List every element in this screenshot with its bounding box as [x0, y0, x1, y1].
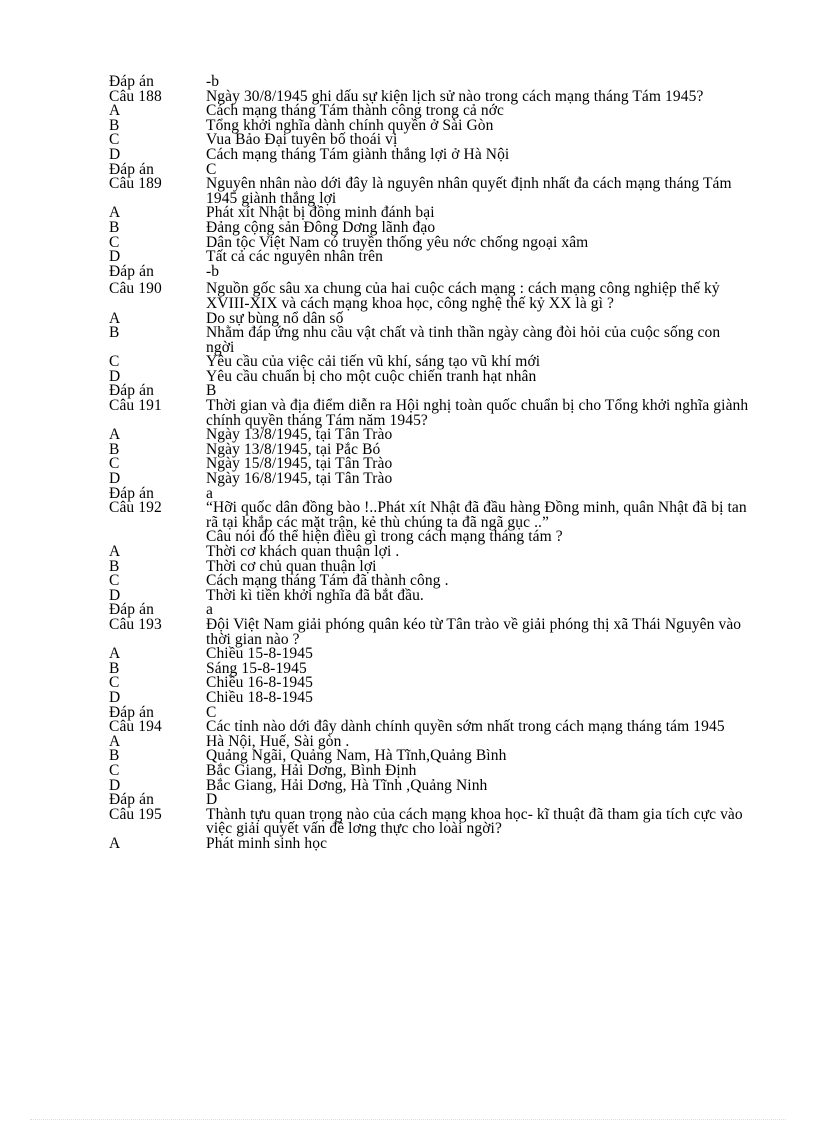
document-row — [109, 177, 749, 206]
document-row — [109, 676, 749, 691]
row-label: A — [109, 426, 121, 444]
row-text: Thời cơ chủ quan thuận lợi — [206, 557, 377, 575]
row-label: Câu 195 — [109, 805, 162, 823]
row-label: Đáp án — [109, 601, 154, 619]
row-label: B — [109, 440, 120, 458]
row-label: Câu 194 — [109, 718, 162, 736]
row-label: C — [109, 131, 120, 149]
row-label: Câu 191 — [109, 397, 162, 415]
document-row — [109, 250, 749, 265]
document-row — [109, 145, 749, 163]
row-text: Phát minh sinh học — [206, 834, 328, 852]
row-label: A — [109, 102, 121, 120]
document-row — [109, 116, 749, 134]
row-text: Thời kì tiền khởi nghĩa đã bắt đầu. — [206, 586, 424, 604]
document-row — [109, 834, 749, 852]
row-label: C — [109, 572, 120, 590]
document-row — [109, 457, 749, 472]
row-label: Câu 192 — [109, 499, 162, 517]
row-label: A — [109, 204, 121, 222]
row-text: Yêu cầu chuẩn bị cho một cuộc chiến tranh hạt nhân — [206, 367, 537, 385]
document-row — [109, 440, 749, 458]
row-label: C — [109, 761, 120, 779]
document-row — [109, 776, 749, 794]
row-text: Bắc Giang, Hải Dơng, Hà Tĩnh ,Quảng Ninh — [206, 776, 488, 794]
row-label: A — [109, 543, 121, 560]
row-label: B — [109, 659, 120, 677]
row-text: Cách mạng tháng Tám đã thành công . — [206, 572, 449, 590]
question-list — [109, 75, 749, 851]
row-text: Quảng Ngãi, Quảng Nam, Hà Tĩnh,Quảng Bình — [206, 747, 507, 765]
row-label: C — [109, 353, 120, 371]
row-label — [109, 530, 206, 545]
row-text: Thành tựu quan trọng nào của cách mạng khoa học- kĩ thuật đã tham gia tích cực vào việc giải quyết vấn đề lơng thực cho loài ngời? — [206, 805, 743, 838]
document-row — [109, 428, 749, 443]
row-text: B — [206, 382, 217, 400]
document-row — [109, 545, 749, 560]
row-label: A — [109, 732, 121, 750]
document-row — [109, 805, 749, 838]
row-label: A — [109, 309, 121, 327]
row-label: Đáp án — [109, 382, 154, 400]
row-text: a — [206, 484, 213, 502]
row-text: “Hỡi quốc dân đồng bào !..Phát xít Nhật đã đầu hàng Đồng minh, quân Nhật đã bị tan rã tại khắp các mặt trận, kẻ thù chúng ta đã ngã gục ..” — [206, 499, 747, 531]
row-text: Yêu cầu của việc cải tiến vũ khí, sáng tạo vũ khí mới — [206, 353, 541, 371]
document-row — [109, 647, 749, 662]
row-text: Ngày 30/8/1945 ghi dấu sự kiện lịch sử nào trong cách mạng tháng Tám 1945? — [206, 87, 704, 105]
document-row — [109, 720, 749, 735]
document-row — [109, 586, 749, 604]
row-label: Đáp án — [109, 262, 154, 280]
row-label: Câu 189 — [109, 175, 162, 193]
row-text: Hà Nội, Huế, Sài gòn . — [206, 732, 350, 750]
row-text: Cách mạng tháng Tám giành thắng lợi ở Hà Nội — [206, 145, 510, 163]
row-label: D — [109, 248, 121, 266]
document-row — [109, 574, 749, 589]
row-label: Câu 188 — [109, 87, 162, 105]
row-label: B — [109, 324, 120, 342]
row-label: D — [109, 145, 121, 163]
row-label: A — [109, 834, 121, 852]
row-text: Nguyên nhân nào dới đây là nguyên nhân quyết định nhất đa cách mạng tháng Tám 1945 giành thắng lợi — [206, 175, 732, 207]
row-text: Chiều 15-8-1945 — [206, 645, 313, 663]
document-row — [109, 472, 749, 487]
document-row — [109, 501, 749, 530]
row-text: Các tỉnh nào dới đây dành chính quyền sớm nhất trong cách mạng tháng tám 1945 — [206, 718, 725, 736]
row-text: -b — [206, 73, 220, 90]
document-row — [109, 282, 749, 311]
row-text: Ngày 13/8/1945, tại Tân Trào — [206, 426, 393, 444]
document-row — [109, 326, 749, 355]
row-text: Nguồn gốc sâu xa chung của hai cuộc cách mạng : cách mạng công nghiệp thế kỷ XVIII-XIX và cách mạng khoa học, công nghệ thế kỷ XX là gì ? — [206, 280, 720, 312]
document-row — [109, 530, 749, 545]
row-label: B — [109, 218, 120, 236]
row-label: Đáp án — [109, 703, 154, 721]
row-label: Đáp án — [109, 73, 154, 90]
row-text: -b — [206, 262, 220, 280]
row-label: Đáp án — [109, 791, 154, 809]
document-row — [109, 262, 749, 280]
row-label: Đáp án — [109, 160, 154, 178]
row-label: D — [109, 586, 121, 604]
page-bottom-rule — [30, 1119, 786, 1120]
row-label: Câu 190 — [109, 280, 162, 298]
row-text: Sáng 15-8-1945 — [206, 659, 307, 677]
row-label: Đáp án — [109, 484, 154, 502]
row-text: Ngày 15/8/1945, tại Tân Trào — [206, 455, 393, 473]
document-row — [109, 367, 749, 385]
row-text: Câu nói đó thể hiện điều gì trong cách mạng tháng tám ? — [206, 528, 563, 546]
row-text: Vua Bảo Đại tuyên bố thoái vị — [206, 131, 398, 149]
row-label: A — [109, 645, 121, 663]
row-label: D — [109, 470, 121, 488]
row-text: C — [206, 703, 217, 721]
row-text: a — [206, 601, 213, 619]
row-label: C — [109, 455, 120, 473]
row-text: Thời gian và địa điểm diễn ra Hội nghị toàn quốc chuẩn bị cho Tổng khởi nghĩa giành chính quyền tháng Tám năm 1945? — [206, 397, 749, 429]
row-label: D — [109, 367, 121, 385]
row-text: Đội Việt Nam giải phóng quân kéo từ Tân trào về giải phóng thị xã Thái Nguyên vào thời gian nào ? — [206, 615, 742, 648]
row-text: Ngày 16/8/1945, tại Tân Trào — [206, 470, 393, 488]
row-label: C — [109, 233, 120, 251]
row-text: Tất cả các nguyên nhân trên — [206, 248, 383, 266]
document-row — [109, 233, 749, 251]
row-text: Cách mạng tháng Tám thành công trong cả nớc — [206, 102, 505, 120]
row-label: Câu 193 — [109, 615, 162, 633]
row-text: Dân tộc Việt Nam có truyền thống yêu nớc chống ngoại xâm — [206, 233, 589, 251]
row-text: Bắc Giang, Hải Dơng, Bình Định — [206, 761, 417, 779]
row-text: Tổng khởi nghĩa dành chính quyền ở Sài Gòn — [206, 116, 494, 134]
row-text: Chiều 16-8-1945 — [206, 674, 313, 692]
row-label: B — [109, 116, 120, 134]
row-text: Thời cơ khách quan thuận lợi . — [206, 543, 400, 560]
document-row — [109, 615, 749, 648]
row-text: Ngày 13/8/1945, tại Pắc Bó — [206, 440, 381, 458]
row-label: B — [109, 557, 120, 575]
document-row — [109, 688, 749, 706]
document-row — [109, 399, 749, 428]
row-text: Do sự bùng nổ dân số — [206, 309, 344, 327]
document-row — [109, 749, 749, 764]
row-text: D — [206, 791, 218, 809]
row-label: C — [109, 674, 120, 692]
row-label: D — [109, 688, 121, 706]
row-label: B — [109, 747, 120, 765]
row-text: Đảng cộng sản Đông Dơng lãnh đạo — [206, 218, 436, 236]
row-text: Nhằm đáp ứng nhu cầu vật chất và tinh thần ngày càng đòi hỏi của cuộc sống con ngời — [206, 324, 721, 356]
row-text: Phát xít Nhật bị đồng minh đánh bại — [206, 204, 435, 222]
row-label: D — [109, 776, 121, 794]
row-text: C — [206, 160, 217, 178]
document-row — [109, 659, 749, 677]
row-text: Chiều 18-8-1945 — [206, 688, 313, 706]
